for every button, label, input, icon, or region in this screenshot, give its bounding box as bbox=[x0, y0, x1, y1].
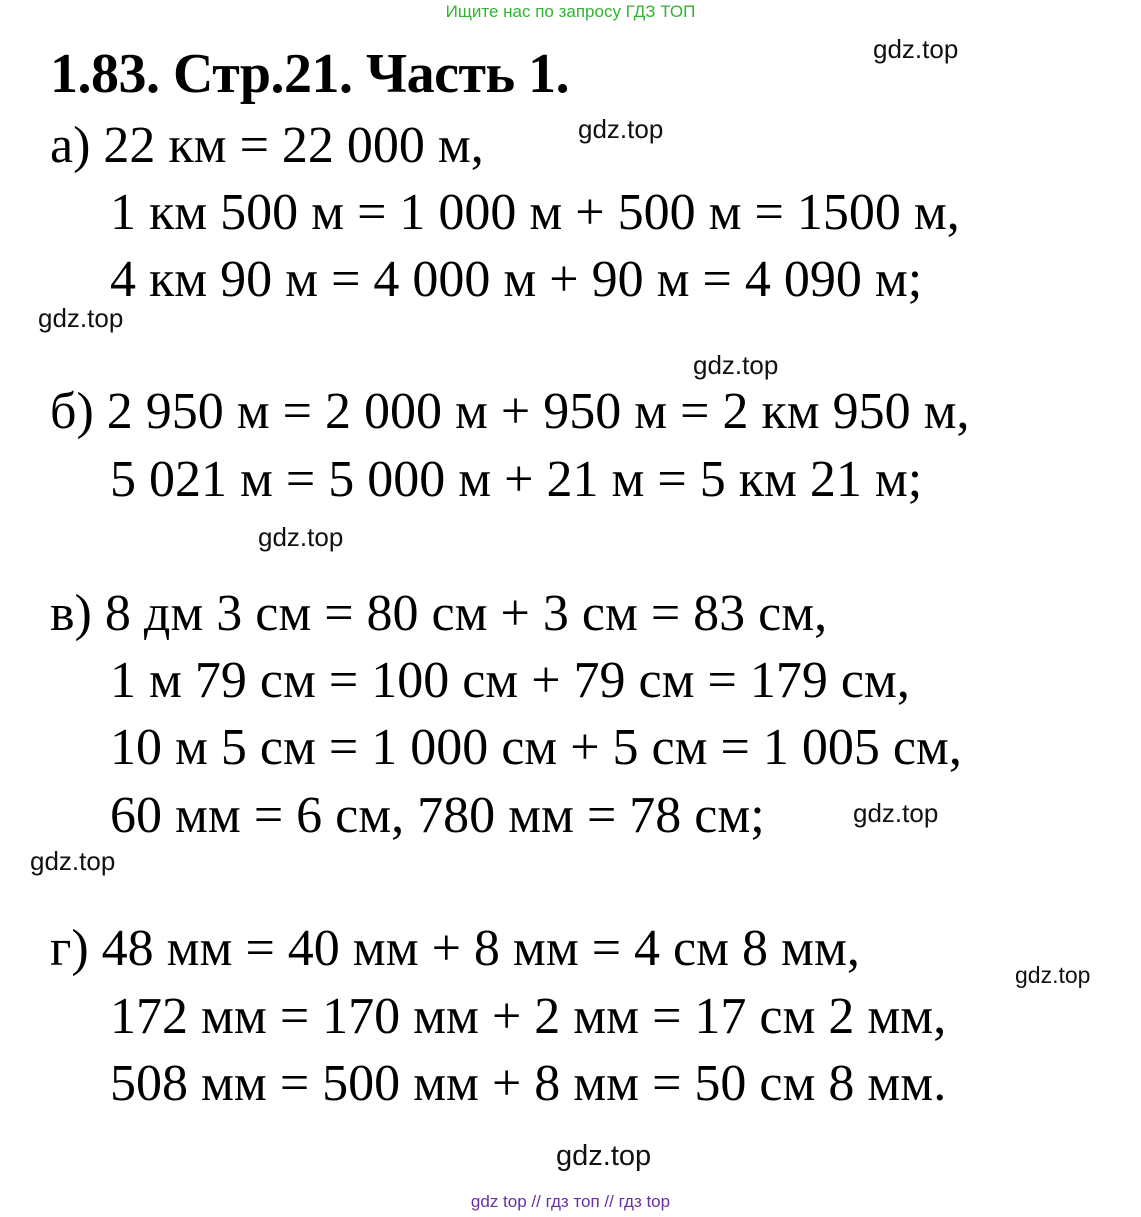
solution-line-v-2: 1 м 79 см = 100 см + 79 см = 179 см, bbox=[110, 652, 910, 709]
solution-line-v-3: 10 м 5 см = 1 000 см + 5 см = 1 005 см, bbox=[110, 719, 962, 776]
solution-line-a-1: а) 22 км = 22 000 м, bbox=[50, 117, 484, 174]
watermark: gdz.top bbox=[693, 350, 779, 380]
watermark: gdz.top bbox=[38, 303, 124, 333]
solution-line-v-1: в) 8 дм 3 см = 80 см + 3 см = 83 см, bbox=[50, 585, 828, 642]
watermark: gdz.top bbox=[578, 114, 664, 144]
solution-line-a-3: 4 км 90 м = 4 000 м + 90 м = 4 090 м; bbox=[110, 251, 923, 308]
solution-line-g-1: г) 48 мм = 40 мм + 8 мм = 4 см 8 мм, bbox=[50, 920, 860, 977]
top-banner-link[interactable]: Ищите нас по запросу ГДЗ ТОП bbox=[445, 2, 696, 21]
watermark: gdz.top bbox=[30, 846, 116, 876]
exercise-title: 1.83. Стр.21. Часть 1. bbox=[50, 43, 570, 105]
watermark: gdz.top bbox=[853, 798, 939, 828]
solution-line-b-2: 5 021 м = 5 000 м + 21 м = 5 км 21 м; bbox=[110, 451, 923, 508]
watermark: gdz.top bbox=[1015, 962, 1091, 988]
solution-line-g-2: 172 мм = 170 мм + 2 мм = 17 см 2 мм, bbox=[110, 988, 947, 1045]
solution-line-a-2: 1 км 500 м = 1 000 м + 500 м = 1500 м, bbox=[110, 184, 960, 241]
solution-line-g-3: 508 мм = 500 мм + 8 мм = 50 см 8 мм. bbox=[110, 1055, 947, 1112]
watermark: gdz.top bbox=[258, 522, 344, 552]
watermark: gdz.top bbox=[556, 1140, 652, 1172]
footer-links[interactable]: gdz top // гдз топ // гдз top bbox=[470, 1192, 671, 1211]
solution-line-v-4: 60 мм = 6 см, 780 мм = 78 см; bbox=[110, 787, 765, 844]
solution-line-b-1: б) 2 950 м = 2 000 м + 950 м = 2 км 950 м, bbox=[50, 383, 970, 440]
watermark: gdz.top bbox=[873, 34, 959, 64]
